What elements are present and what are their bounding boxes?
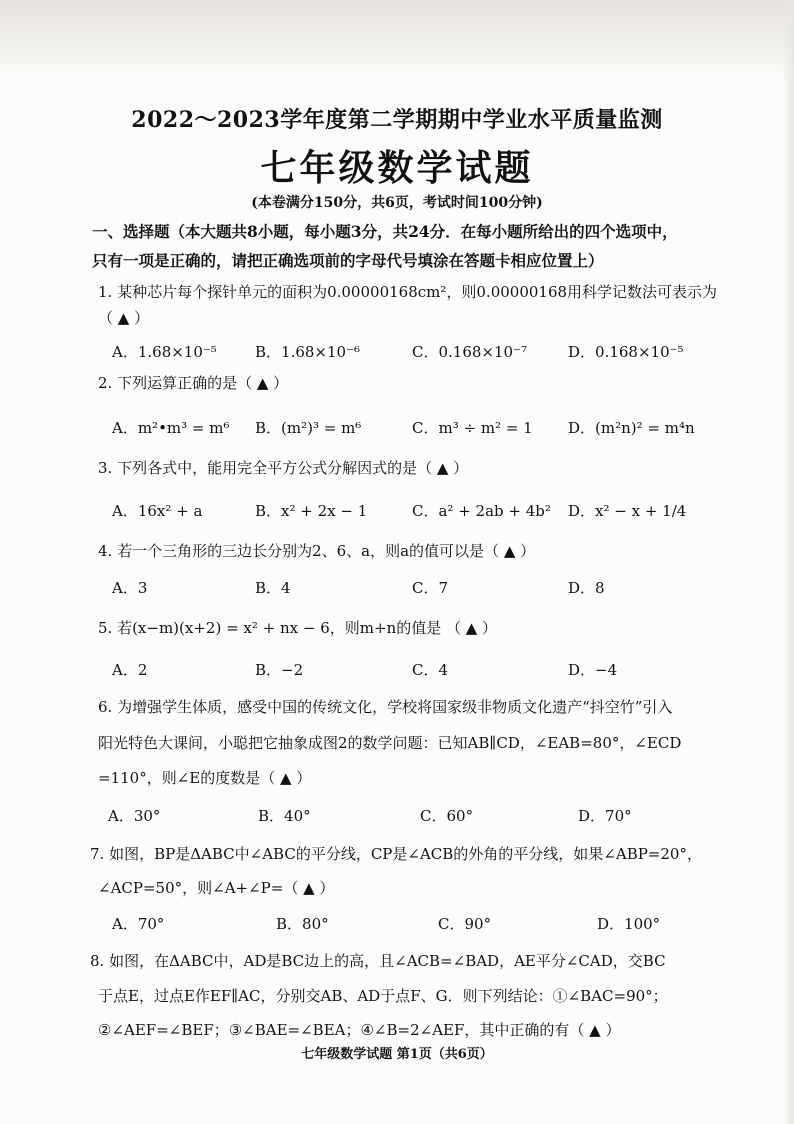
q5-stem: 5. 若(x−m)(x+2) = x² + nx − 6，则m+n的值是 （ ▲ ） xyxy=(98,619,498,637)
q6-option-b: B．40° xyxy=(258,807,311,825)
q6-option-a: A．30° xyxy=(108,807,161,825)
section-heading-line1: 一、选择题（本大题共8小题，每小题3分，共24分．在每小题所给出的四个选项中， xyxy=(92,222,678,241)
q6-option-c: C．60° xyxy=(420,807,474,825)
q5-option-b: B．−2 xyxy=(255,661,304,679)
q7-option-c: C．90° xyxy=(438,915,492,933)
q3-option-b: B．x² + 2x − 1 xyxy=(255,502,368,520)
q4-option-a: A．3 xyxy=(112,579,148,597)
q6-option-d: D．70° xyxy=(578,807,632,825)
q4-option-c: C．7 xyxy=(412,579,449,597)
q3-stem: 3. 下列各式中，能用完全平方公式分解因式的是（ ▲ ） xyxy=(98,459,469,477)
q7-option-d: D．100° xyxy=(597,915,661,933)
q3-option-c: C．a² + 2ab + 4b² xyxy=(412,502,551,520)
q8-stem-line3: ②∠AEF=∠BEF；③∠BAE=∠BEA；④∠B=2∠AEF，其中正确的有（ ▲ ） xyxy=(98,1021,621,1039)
section-heading-line2: 只有一项是正确的，请把正确选项前的字母代号填涂在答题卡相应位置上） xyxy=(92,251,604,270)
q5-option-a: A．2 xyxy=(112,661,148,679)
q4-stem: 4. 若一个三角形的三边长分别为2、6、a，则a的值可以是（ ▲ ） xyxy=(98,542,536,560)
q1-option-a: A．1.68×10⁻⁵ xyxy=(112,343,217,361)
q6-stem-line1: 6. 为增强学生体质，感受中国的传统文化，学校将国家级非物质文化遗产“抖空竹”引入 xyxy=(98,698,673,716)
q2-option-d: D．(m²n)² = m⁴n xyxy=(568,419,695,437)
q1-option-b: B．1.68×10⁻⁶ xyxy=(255,343,361,361)
q2-option-b: B．(m²)³ = m⁶ xyxy=(255,419,362,437)
q7-option-a: A．70° xyxy=(112,915,165,933)
exam-note: (本卷满分150分，共6页，考试时间100分钟) xyxy=(251,195,543,211)
q2-option-c: C．m³ ÷ m² = 1 xyxy=(412,419,533,437)
q1-stem-line1: 1. 某种芯片每个探针单元的面积为0.00000168cm²，则0.00000168用科学记数法可表示为 xyxy=(98,283,718,301)
q8-stem-line2: 于点E，过点E作EF∥AC，分别交AB、AD于点F、G．则下列结论：①∠BAC=90°； xyxy=(98,987,668,1005)
q7-option-b: B．80° xyxy=(276,915,329,933)
q1-option-c: C．0.168×10⁻⁷ xyxy=(412,343,528,361)
q2-option-a: A．m²•m³ = m⁶ xyxy=(112,419,230,437)
q3-option-d: D．x² − x + 1/4 xyxy=(568,502,687,520)
q8-stem-line1: 8. 如图，在ΔABC中，AD是BC边上的高，且∠ACB=∠BAD，AE平分∠CAD，交BC xyxy=(90,952,666,970)
q6-stem-line3: =110°，则∠E的度数是（ ▲ ） xyxy=(98,769,312,787)
q4-option-d: D．8 xyxy=(568,579,605,597)
q6-stem-line2: 阳光特色大课间，小聪把它抽象成图2的数学问题：已知AB∥CD，∠EAB=80°，∠ECD xyxy=(98,734,682,752)
q4-option-b: B．4 xyxy=(255,579,291,597)
q5-option-c: C．4 xyxy=(412,661,449,679)
q7-stem-line2: ∠ACP=50°，则∠A+∠P=（ ▲ ） xyxy=(98,879,335,897)
exam-subtitle: 七年级数学试题 xyxy=(260,147,534,189)
q5-option-d: D．−4 xyxy=(568,661,618,679)
q3-option-a: A．16x² + a xyxy=(112,502,203,520)
page-footer: 七年级数学试题 第1页（共6页） xyxy=(301,1047,493,1062)
q7-stem-line1: 7. 如图，BP是ΔABC中∠ABC的平分线，CP是∠ACB的外角的平分线，如果∠ABP=20°， xyxy=(90,845,702,863)
q2-stem: 2. 下列运算正确的是（ ▲ ） xyxy=(98,374,289,392)
exam-title: 2022～2023学年度第二学期期中学业水平质量监测 xyxy=(131,107,663,133)
q1-option-d: D．0.168×10⁻⁵ xyxy=(568,343,684,361)
q1-stem-line2: （ ▲ ） xyxy=(98,309,150,327)
